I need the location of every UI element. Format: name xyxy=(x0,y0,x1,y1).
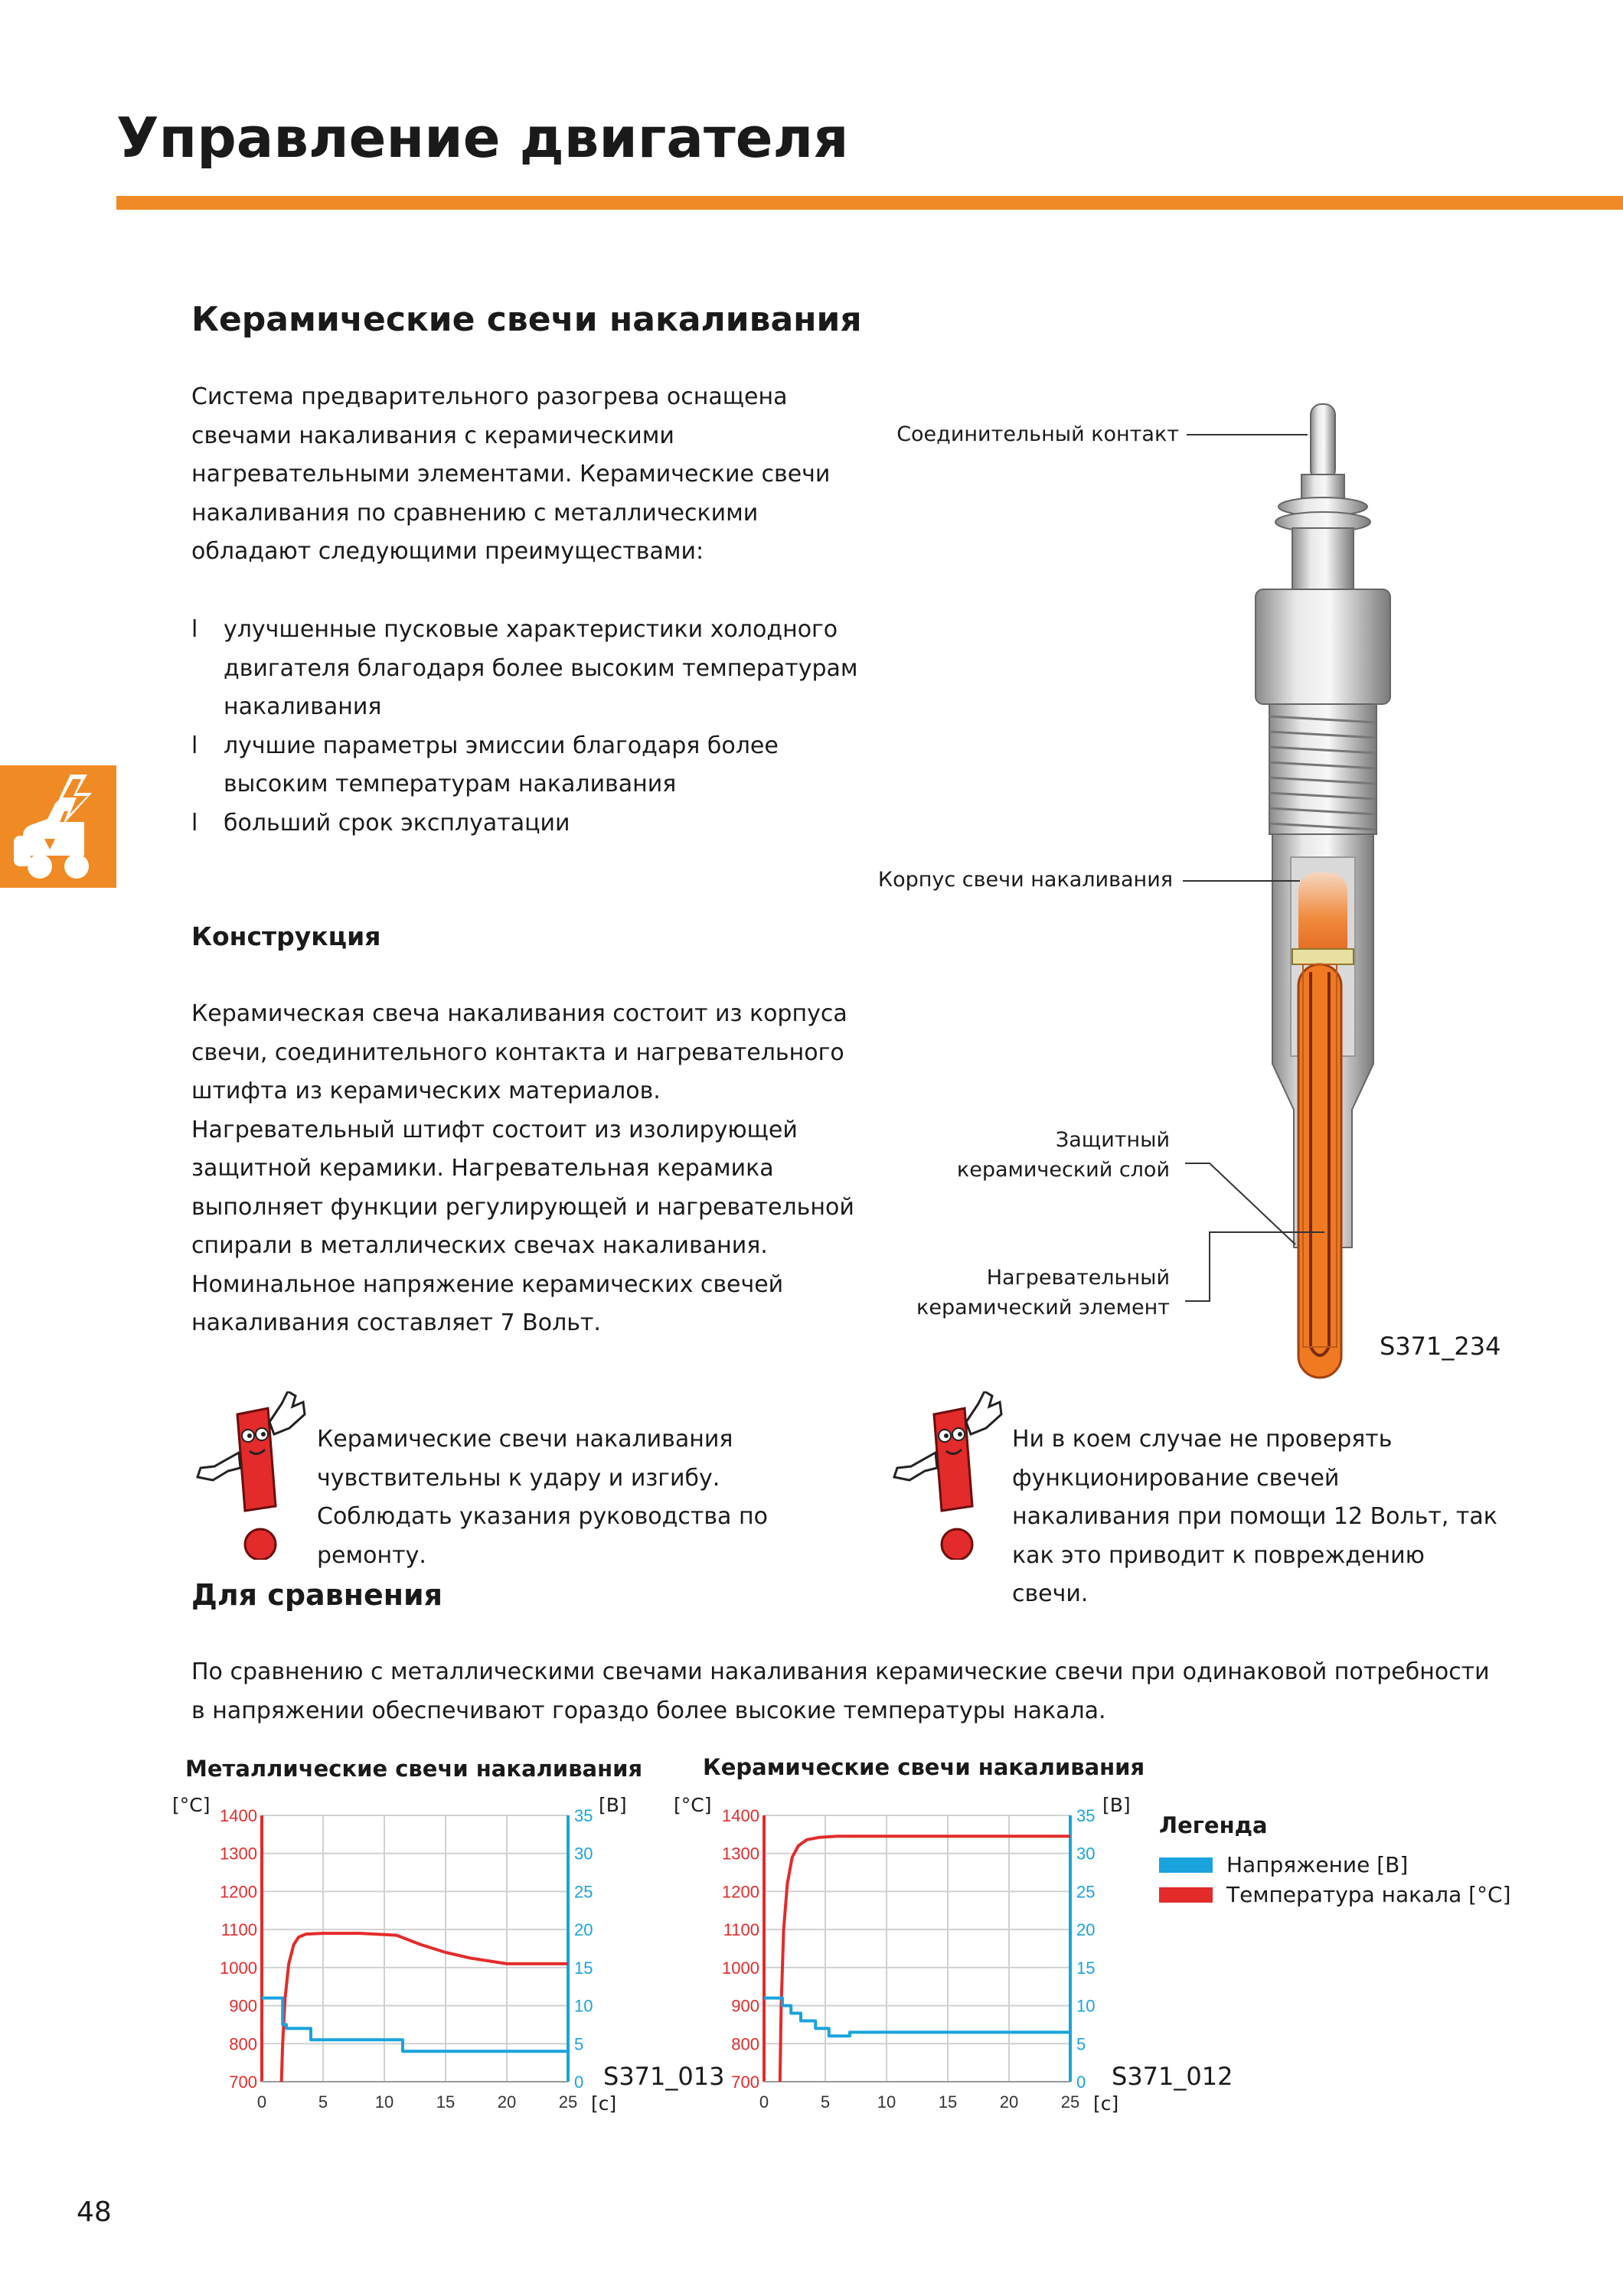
y-tick-label: 1200 xyxy=(722,1882,759,1902)
x-tick-label: 20 xyxy=(497,2092,517,2112)
label-contact: Соединительный контакт xyxy=(896,422,1179,446)
y2-tick-label: 15 xyxy=(574,1958,593,1978)
intro-paragraph: Система предварительного разогрева оснащена свечами накаливания с керамическими нагревательными элементами. Керамические свечи накаливания по сравнению с металлическими обладают следующими преимуществами: xyxy=(191,383,831,565)
y-tick-label: 700 xyxy=(731,2073,759,2092)
ceramic-heating-pin xyxy=(1298,964,1341,1378)
x-tick-label: 15 xyxy=(938,2092,958,2112)
y-tick-label: 800 xyxy=(731,2034,759,2054)
section-title: Керамические свечи накаливания xyxy=(191,300,862,339)
metal-glow-plug-chart xyxy=(207,1799,620,2120)
x-axis-unit: [с] xyxy=(1093,2092,1119,2115)
y2-tick-label: 0 xyxy=(1076,2073,1086,2092)
y-axis-unit: [°C] xyxy=(172,1794,211,1816)
construction-paragraph: Керамическая свеча накаливания состоит из корпуса свечи, соединительного контакта и нагревательного штифта из керамических материалов. Нагревательный штифт состоит из изолирующей защитной керамики. Нагревательная керамика выполняет функции регулирующей и нагревательной спирали в металлических свечах накаливания. Номинальное напряжение керамических свечей накаливания составляет 7 Вольт. xyxy=(191,1000,854,1336)
y2-tick-label: 5 xyxy=(1076,2034,1086,2054)
y2-tick-label: 10 xyxy=(1076,1996,1096,2016)
y-axis-unit: [°C] xyxy=(674,1794,712,1816)
warning-mascot-icon xyxy=(191,1391,306,1560)
legend-swatch xyxy=(1159,1857,1213,1873)
y2-tick-label: 30 xyxy=(574,1844,593,1864)
legend-swatch xyxy=(1159,1887,1213,1903)
list-item: l улучшенные пусковые характеристики холодного двигателя благодаря более высоким температурам накаливания xyxy=(191,611,865,727)
legend-title: Легенда xyxy=(1159,1812,1268,1838)
warning-mascot-icon xyxy=(888,1391,1003,1560)
header-rule xyxy=(116,196,1623,210)
chart-title: Керамические свечи накаливания xyxy=(703,1754,1145,1780)
y2-tick-label: 25 xyxy=(574,1882,593,1902)
y-tick-label: 1200 xyxy=(220,1882,257,1902)
list-item: l больший срок эксплуатации xyxy=(191,804,865,843)
chart-id: S371_012 xyxy=(1112,2062,1233,2091)
comparison-heading: Для сравнения xyxy=(191,1578,443,1612)
x-tick-label: 5 xyxy=(318,2092,328,2112)
x-tick-label: 25 xyxy=(558,2092,578,2112)
section-tab xyxy=(0,765,116,888)
y-tick-label: 1300 xyxy=(220,1844,257,1864)
x-tick-label: 0 xyxy=(759,2092,769,2112)
advantages-list xyxy=(191,611,865,843)
comparison-paragraph: По сравнению с металлическими свечами накаливания керамические свечи при одинаковой потребности в напряжении обеспечивают гораздо более высокие температуры накала. xyxy=(191,1658,1490,1724)
y-tick-label: 700 xyxy=(229,2073,257,2092)
y2-tick-label: 30 xyxy=(1076,1844,1096,1864)
y-tick-label: 900 xyxy=(731,1996,759,2016)
y-tick-label: 900 xyxy=(229,1996,257,2016)
chart-legend xyxy=(1159,1812,1557,1907)
temperature-series-line xyxy=(780,1836,1070,2082)
x-tick-label: 0 xyxy=(256,2092,267,2112)
car-electrics-icon xyxy=(0,765,116,888)
y2-tick-label: 10 xyxy=(574,1996,593,2016)
y2-tick-label: 35 xyxy=(574,1806,593,1825)
temperature-series-line xyxy=(282,1933,568,2082)
ceramic-glow-plug-chart xyxy=(709,1799,1122,2120)
y2-tick-label: 20 xyxy=(574,1920,593,1940)
label-body: Корпус свечи накаливания xyxy=(877,868,1173,892)
y2-axis-unit: [В] xyxy=(599,1794,627,1816)
legend-item-temperature: Температура накала [°C] xyxy=(1159,1882,1557,1907)
x-tick-label: 10 xyxy=(374,2092,394,2112)
y2-tick-label: 25 xyxy=(1076,1882,1096,1902)
voltage-series-line xyxy=(764,1998,1070,2037)
construction-heading: Конструкция xyxy=(191,921,381,951)
y2-tick-label: 15 xyxy=(1076,1958,1096,1978)
y-tick-label: 1000 xyxy=(220,1958,257,1978)
x-tick-label: 25 xyxy=(1060,2092,1080,2112)
chart-title: Металлические свечи накаливания xyxy=(185,1756,643,1782)
label-protective-ceramic: Защитный керамический слой xyxy=(956,1128,1170,1182)
y2-tick-label: 5 xyxy=(574,2034,584,2054)
list-item: l лучшие параметры эмиссии благодаря более высоким температурам накаливания xyxy=(191,727,865,804)
chart-id: S371_013 xyxy=(603,2062,725,2091)
x-tick-label: 5 xyxy=(820,2092,831,2112)
figure-id: S371_234 xyxy=(1380,1332,1501,1361)
note-shock-warning: Керамические свечи накаливания чувствительны к удару и изгибу. Соблюдать указания руководства по ремонту. xyxy=(317,1426,768,1569)
x-axis-unit: [с] xyxy=(591,2092,617,2115)
y-tick-label: 1300 xyxy=(722,1844,759,1864)
legend-item-voltage: Напряжение [В] xyxy=(1159,1852,1557,1877)
page-number: 48 xyxy=(77,2197,112,2228)
x-tick-label: 10 xyxy=(877,2092,896,2112)
y2-tick-label: 0 xyxy=(574,2073,584,2092)
connecting-contact xyxy=(1311,404,1335,481)
y-tick-label: 1400 xyxy=(220,1806,257,1825)
y-tick-label: 800 xyxy=(229,2034,257,2054)
note-12v-warning: Ни в коем случае не проверять функционирование свечей накаливания при помощи 12 Вольт, так как это приводит к повреждению свечи. xyxy=(1012,1426,1497,1607)
y2-axis-unit: [В] xyxy=(1102,1794,1131,1816)
y-tick-label: 1100 xyxy=(723,1920,759,1940)
y-tick-label: 1400 xyxy=(722,1806,759,1825)
x-tick-label: 20 xyxy=(999,2092,1019,2112)
y-tick-label: 1100 xyxy=(220,1920,257,1940)
y2-tick-label: 20 xyxy=(1076,1920,1096,1940)
y-tick-label: 1000 xyxy=(722,1958,759,1978)
page-title: Управление двигателя xyxy=(116,106,849,170)
y2-tick-label: 35 xyxy=(1076,1806,1096,1825)
label-heating-element: Нагревательный керамический элемент xyxy=(916,1266,1170,1319)
x-tick-label: 15 xyxy=(436,2092,456,2112)
